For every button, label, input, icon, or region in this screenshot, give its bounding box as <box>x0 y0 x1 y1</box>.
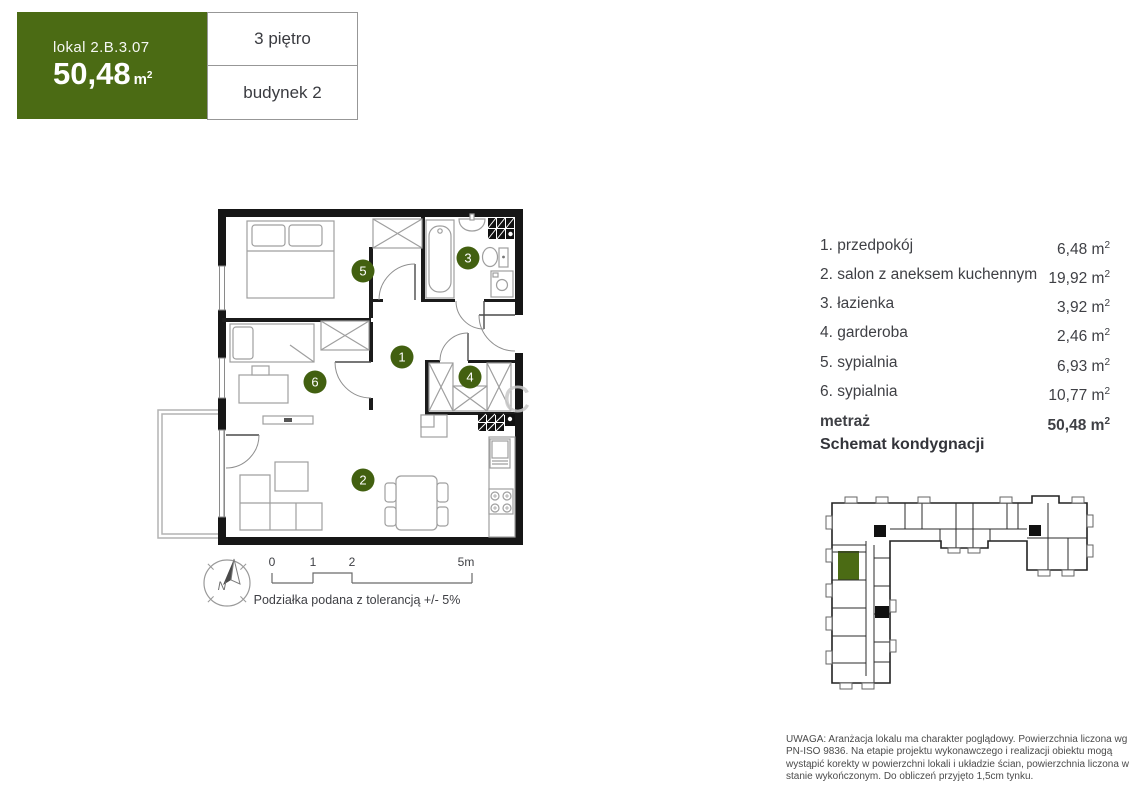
compass <box>204 559 250 606</box>
svg-text:6: 6 <box>311 374 319 390</box>
window-symbols <box>218 266 226 517</box>
scale-bar <box>254 555 475 607</box>
dining-set <box>385 476 448 530</box>
room-circle-1 <box>391 346 414 369</box>
apartment-floorplan <box>145 195 540 615</box>
single-bed <box>230 324 314 362</box>
highlighted-unit <box>838 551 859 580</box>
svg-text:4: 4 <box>466 369 474 385</box>
room-list <box>820 233 1110 438</box>
svg-text:2: 2 <box>359 472 367 488</box>
wardrobe-x <box>373 219 422 248</box>
room-row-4: 4. garderoba 2,46 $m^2$ <box>820 324 1110 346</box>
svg-text:5: 5 <box>359 263 367 279</box>
room-circle-5 <box>352 260 375 283</box>
washing-machine <box>491 271 513 297</box>
stove <box>489 489 513 514</box>
unit-number-label: lokal 2.B.3.07 <box>53 39 150 57</box>
unit-header <box>17 12 207 119</box>
room-row-6: 6. sypialnia 10,77 $m^2$ <box>820 382 1110 404</box>
coffee-table <box>275 462 308 491</box>
building-outline <box>832 496 1087 683</box>
fridge <box>490 439 510 468</box>
floor-badge <box>207 12 358 66</box>
building-badge <box>207 65 358 120</box>
building-label: budynek 2 <box>243 82 322 102</box>
desk <box>239 366 288 403</box>
total-area-row: metraż 50,48 $m^2$ <box>820 412 1110 435</box>
building-partitions <box>832 503 1087 683</box>
unit-area-value: 50,48 <box>53 56 131 92</box>
room-circle-6 <box>304 371 327 394</box>
tv <box>263 416 313 424</box>
scale-caption: Podziałka podana z tolerancją +/- 5% <box>253 593 461 607</box>
disclaimer-text: UWAGA: Aranżacja lokalu ma charakter poglądowy. Powierzchnia liczona wg PN-ISO 9836. Na etapie projektu wykonawczego i realizacji obiektu mogą wystąpić korekty w powierzchni lokali i układzie ścian, powierzchnia liczona w stanie wykończonym. Do obliczeń przyjęto 1,5cm tynku. <box>786 734 1129 782</box>
room-row-1: 1. przedpokój 6,48 $m^2$ <box>820 237 1110 259</box>
schemat-title: Schemat kondygnacji <box>820 436 985 453</box>
wardrobe-x-2 <box>321 321 369 350</box>
watermark-letter: C <box>503 379 531 421</box>
double-bed <box>247 221 334 298</box>
room-row-5: 5. sypialnia 6,93 $m^2$ <box>820 353 1110 375</box>
building-level-schematic <box>818 485 1108 695</box>
bathtub <box>426 220 454 298</box>
floor-label: 3 piętro <box>254 29 311 48</box>
svg-text:3: 3 <box>464 250 472 266</box>
compass-n-label: N <box>217 579 227 593</box>
room-row-3: 3. łazienka 3,92 $m^2$ <box>820 295 1110 317</box>
scale-tick-2: 2 <box>348 555 356 569</box>
scale-tick-0: 0 <box>268 555 276 569</box>
scale-tick-5m: 5m <box>457 555 475 569</box>
room-row-2: 2. salon z aneksem kuchennym 19,92 $m^2$ <box>820 266 1110 288</box>
unit-area <box>53 56 207 92</box>
room-circle-3 <box>457 247 480 270</box>
balcony <box>158 410 224 538</box>
toilet <box>483 248 509 268</box>
room-circle-2 <box>352 469 375 492</box>
svg-text:1: 1 <box>398 349 406 365</box>
unit-area-unit: $m^2$ <box>133 70 153 89</box>
scale-tick-1: 1 <box>309 555 317 569</box>
building-cores <box>874 525 1041 618</box>
room-circle-4 <box>459 366 482 389</box>
